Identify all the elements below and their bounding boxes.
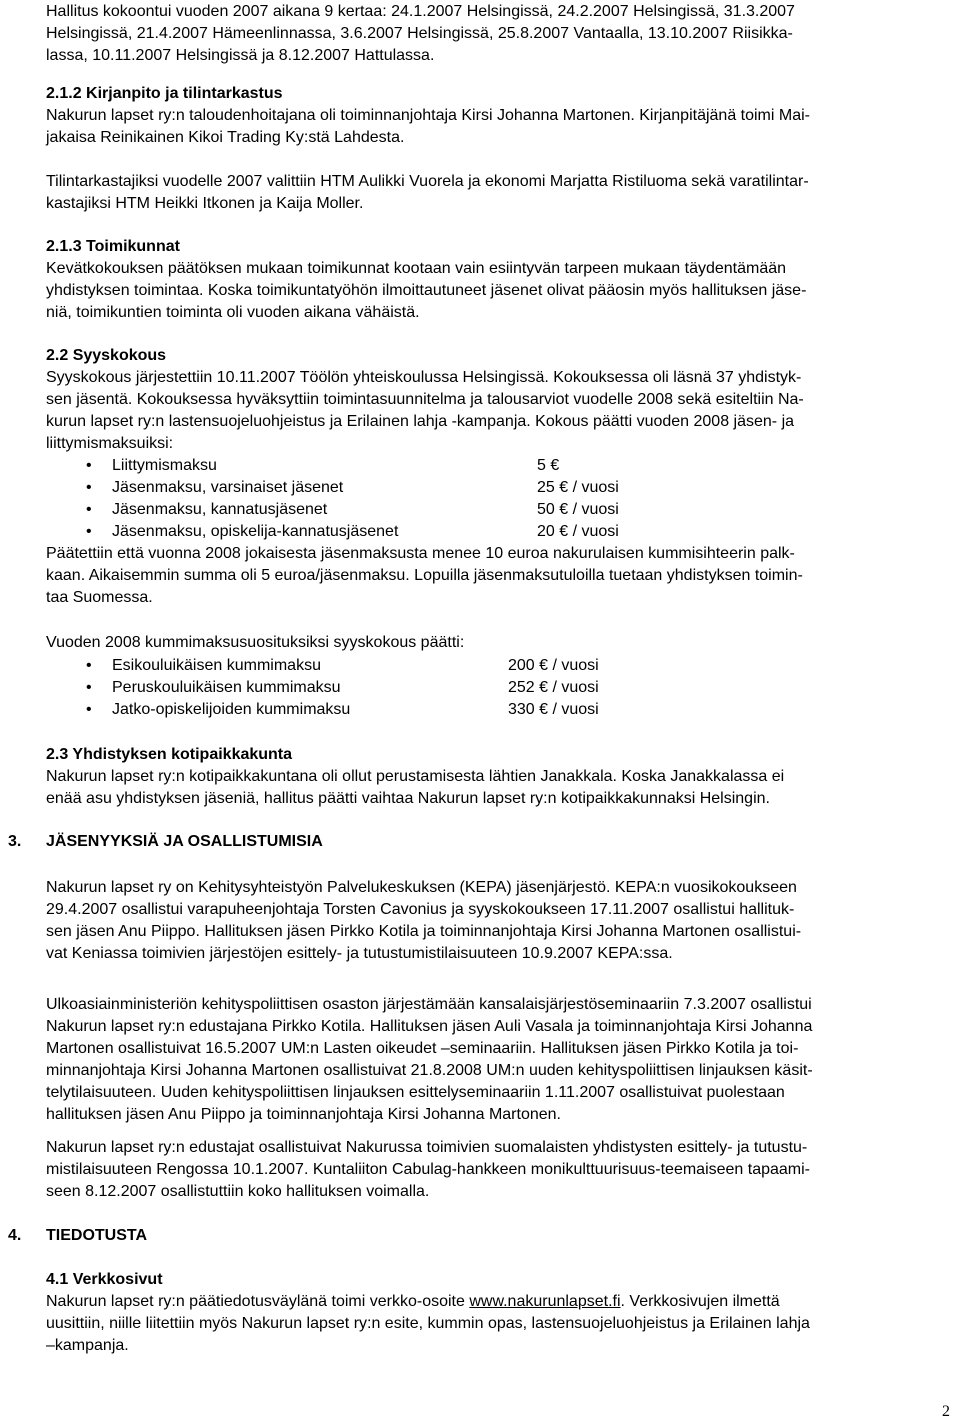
sponsor-fee-intro bbox=[46, 632, 946, 654]
section-title: JÄSENYYKSIÄ JA OSALLISTUMISIA bbox=[46, 833, 323, 850]
text-line: Nakurun lapset ry:n taloudenhoitajana oli toiminnanjohtaja Kirsi Johanna Martonen. Kirjanpitäjänä toimi Mai- bbox=[46, 107, 810, 124]
section-2-1-3 bbox=[46, 236, 946, 324]
text-line: uusittiin, niille liitettiin myös Nakurun lapset ry:n esite, kummin opas, lastensuojeluohjeistus ja Erilainen lahja bbox=[46, 1315, 810, 1332]
list-item bbox=[46, 477, 946, 499]
text-line: 29.4.2007 osallistui varapuheenjohtaja Torsten Cavonius ja syyskokoukseen 17.11.2007 osallistui hallituk- bbox=[46, 901, 795, 918]
text-line: yhdistyksen toimintaa. Koska toimikuntatyöhön ilmoittautuneet jäsenet olivat pääosin myös hallituksen jäse- bbox=[46, 282, 807, 299]
list-item bbox=[46, 655, 946, 677]
text-fragment: . Verkkosivujen ilmettä bbox=[620, 1293, 780, 1310]
text-line: Päätettiin että vuonna 2008 jokaisesta jäsenmaksusta menee 10 euroa nakurulaisen kummisihteerin palk- bbox=[46, 545, 795, 562]
text-line: seen 8.12.2007 osallistuttiin koko hallituksen voimalla. bbox=[46, 1183, 430, 1200]
text-line: sen jäsentä. Kokouksessa hyväksyttiin toimintasuunnitelma ja talousarviot vuodelle 2008 sekä esiteltiin Na- bbox=[46, 391, 804, 408]
text-line: Nakurun lapset ry:n edustajana Pirkko Kotila. Hallituksen jäsen Auli Vasala ja toiminnanjohtaja Kirsi Johanna bbox=[46, 1018, 813, 1035]
section-number: 3. bbox=[8, 833, 22, 850]
kepa-paragraph bbox=[46, 877, 946, 965]
section-heading: 2.3 Yhdistyksen kotipaikkakunta bbox=[46, 746, 293, 763]
representatives-paragraph bbox=[46, 1137, 946, 1203]
fee-allocation-paragraph bbox=[46, 543, 946, 609]
text-fragment: Nakurun lapset ry:n päätiedotusväylänä toimi verkko-osoite bbox=[46, 1293, 470, 1310]
text-line: Tilintarkastajiksi vuodelle 2007 valittiin HTM Aulikki Vuorela ja ekonomi Marjatta Ristiluoma sekä varatilintar- bbox=[46, 173, 809, 190]
list-item bbox=[46, 521, 946, 543]
text-line: –kampanja. bbox=[46, 1337, 129, 1354]
text-line: niä, toimikuntien toiminta oli vuoden aikana vähäistä. bbox=[46, 304, 420, 321]
text-line: minnanjohtaja Kirsi Johanna Martonen osallistuivat 21.8.2008 UM:n uuden kehityspoliittisen linjauksen käsit- bbox=[46, 1062, 813, 1079]
bullet-icon: • bbox=[86, 679, 92, 696]
bullet-icon: • bbox=[86, 701, 92, 718]
text-line: liittymismaksuiksi: bbox=[46, 435, 174, 452]
text-line: Hallitus kokoontui vuoden 2007 aikana 9 kertaa: 24.1.2007 Helsingissä, 24.2.2007 Helsingissä, 31.3.2007 bbox=[46, 3, 795, 20]
text-line: enää asu yhdistyksen jäseniä, hallitus päätti vaihtaa Nakurun lapset ry:n kotipaikkakunnaksi Helsingin. bbox=[46, 790, 770, 807]
text-line: Vuoden 2008 kummimaksusuosituksiksi syyskokous päätti: bbox=[46, 634, 465, 651]
fee-amount: 200 € / vuosi bbox=[508, 657, 599, 674]
ministry-paragraph bbox=[46, 994, 946, 1126]
fee-label: Jäsenmaksu, varsinaiset jäsenet bbox=[112, 479, 344, 496]
text-line: telytilaisuuteen. Uuden kehityspoliittisen linjauksen esittelyseminaariin 1.11.2007 osallistuivat puolestaan bbox=[46, 1084, 785, 1101]
auditors-paragraph bbox=[46, 171, 946, 215]
fee-label: Jäsenmaksu, kannatusjäsenet bbox=[112, 501, 328, 518]
fee-amount: 252 € / vuosi bbox=[508, 679, 599, 696]
section-heading: 4.1 Verkkosivut bbox=[46, 1271, 163, 1288]
section-heading: 2.1.2 Kirjanpito ja tilintarkastus bbox=[46, 85, 283, 102]
section-heading: 2.1.3 Toimikunnat bbox=[46, 238, 180, 255]
list-item bbox=[46, 699, 946, 721]
text-line: vat Keniassa toimivien järjestöjen esittely- ja tutustumistilaisuuteen 10.9.2007 KEPA:ssa. bbox=[46, 945, 673, 962]
fee-label: Jäsenmaksu, opiskelija-kannatusjäsenet bbox=[112, 523, 399, 540]
fee-amount: 5 € bbox=[537, 457, 560, 474]
text-line: hallituksen jäsen Anu Piippo ja toiminnanjohtaja Kirsi Johanna Martonen. bbox=[46, 1106, 561, 1123]
section-heading: 2.2 Syyskokous bbox=[46, 347, 167, 364]
section-number: 4. bbox=[8, 1227, 22, 1244]
sponsor-fee-list bbox=[46, 655, 946, 721]
text-line: Nakurun lapset ry:n kotipaikkakuntana oli ollut perustamisesta lähtien Janakkala. Koska Janakkalassa ei bbox=[46, 768, 785, 785]
section-2-2 bbox=[46, 345, 946, 455]
text-line: Martonen osallistuivat 16.5.2007 UM:n Lasten oikeudet –seminaariin. Hallituksen jäsen Pirkko Kotila ja toi- bbox=[46, 1040, 799, 1057]
bullet-icon: • bbox=[86, 501, 92, 518]
fee-amount: 25 € / vuosi bbox=[537, 479, 619, 496]
text-line: mistilaisuuteen Rengossa 10.1.2007. Kuntaliiton Cabulag-hankkeen monikulttuurisuus-teemaiseen tapaami- bbox=[46, 1161, 811, 1178]
membership-fee-list bbox=[46, 455, 946, 543]
list-item bbox=[46, 455, 946, 477]
fee-amount: 50 € / vuosi bbox=[537, 501, 619, 518]
text-line: Nakurun lapset ry on Kehitysyhteistyön Palvelukeskuksen (KEPA) jäsenjärjestö. KEPA:n vuosikokoukseen bbox=[46, 879, 797, 896]
section-3-heading bbox=[0, 831, 960, 853]
page-number: 2 bbox=[942, 1403, 950, 1420]
fee-label: Jatko-opiskelijoiden kummimaksu bbox=[112, 701, 351, 718]
text-line: kurun lapset ry:n lastensuojeluohjeistus ja Erilainen lahja -kampanja. Kokous päätti vuoden 2008 jäsen- ja bbox=[46, 413, 795, 430]
bullet-icon: • bbox=[86, 523, 92, 540]
text-line: jakaisa Reinikainen Kikoi Trading Ky:stä Lahdesta. bbox=[46, 129, 405, 146]
text-line: Nakurun lapset ry:n edustajat osallistuivat Nakurussa toimivien suomalaisten yhdistysten esittely- ja tutustu- bbox=[46, 1139, 808, 1156]
fee-label: Esikouluikäisen kummimaksu bbox=[112, 657, 321, 674]
fee-label: Peruskouluikäisen kummimaksu bbox=[112, 679, 341, 696]
fee-label: Liittymismaksu bbox=[112, 457, 217, 474]
text-line: sen jäsen Anu Piippo. Hallituksen jäsen Pirkko Kotila ja toiminnanjohtaja Kirsi Johanna Martonen osallistui- bbox=[46, 923, 802, 940]
section-4-1 bbox=[46, 1269, 946, 1357]
section-4-heading bbox=[0, 1225, 960, 1247]
text-line: Ulkoasiainministeriön kehityspoliittisen osaston järjestämään kansalaisjärjestöseminaariin 7.3.2007 osallistui bbox=[46, 996, 812, 1013]
text-line: Syyskokous järjestettiin 10.11.2007 Töölön yhteiskoulussa Helsingissä. Kokouksessa oli läsnä 37 yhdistyk- bbox=[46, 369, 802, 386]
section-title: TIEDOTUSTA bbox=[46, 1227, 148, 1244]
text-line: kastajiksi HTM Heikki Itkonen ja Kaija Moller. bbox=[46, 195, 364, 212]
text-line bbox=[46, 1291, 946, 1313]
board-meetings-paragraph bbox=[46, 1, 946, 67]
text-line: kaan. Aikaisemmin summa oli 5 euroa/jäsenmaksu. Lopuilla jäsenmaksutuloilla tuetaan yhdistyksen toimin- bbox=[46, 567, 803, 584]
text-line: Kevätkokouksen päätöksen mukaan toimikunnat kootaan vain esiintyvän tarpeen mukaan täydentämään bbox=[46, 260, 787, 277]
list-item bbox=[46, 499, 946, 521]
text-line: lassa, 10.11.2007 Helsingissä ja 8.12.2007 Hattulassa. bbox=[46, 47, 435, 64]
bullet-icon: • bbox=[86, 457, 92, 474]
list-item bbox=[46, 677, 946, 699]
fee-amount: 20 € / vuosi bbox=[537, 523, 619, 540]
bullet-icon: • bbox=[86, 479, 92, 496]
section-2-3 bbox=[46, 744, 946, 810]
website-link[interactable]: www.nakurunlapset.fi bbox=[469, 1293, 621, 1310]
bullet-icon: • bbox=[86, 657, 92, 674]
text-line: taa Suomessa. bbox=[46, 589, 153, 606]
fee-amount: 330 € / vuosi bbox=[508, 701, 599, 718]
section-2-1-2 bbox=[46, 83, 946, 149]
text-line: Helsingissä, 21.4.2007 Hämeenlinnassa, 3.6.2007 Helsingissä, 25.8.2007 Vantaalla, 13.10.2007 Riisikka- bbox=[46, 25, 793, 42]
